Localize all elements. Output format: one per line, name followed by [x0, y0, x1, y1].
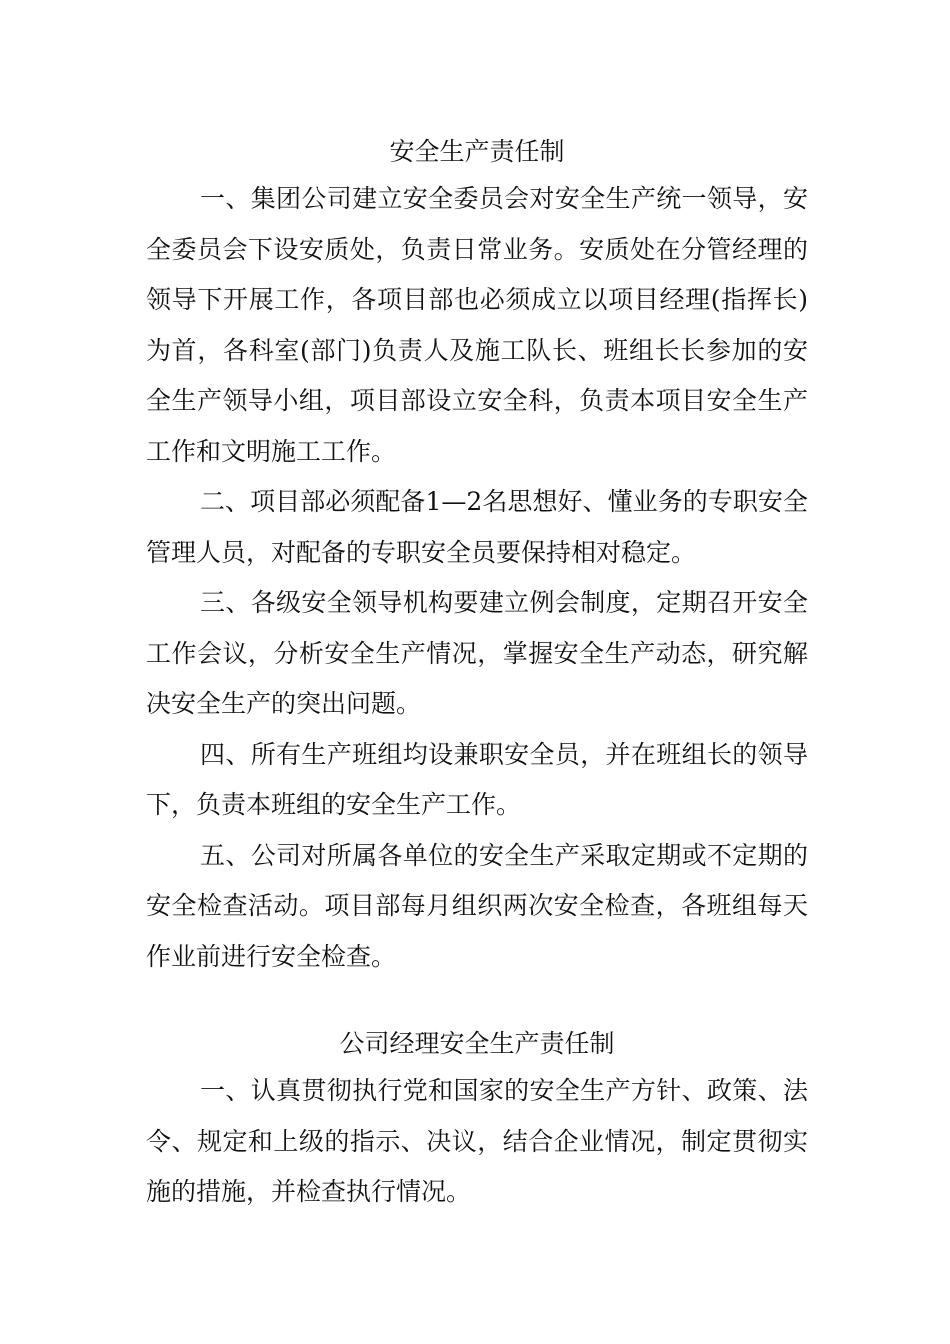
paragraph-1: 一、认真贯彻执行党和国家的安全生产方针、政策、法令、规定和上级的指示、决议，结合企业情况，制定贯彻实施的措施，并检查执行情况。	[146, 1076, 808, 1206]
paragraph-1: 一、集团公司建立安全委员会对安全生产统一领导，安全委员会下设安质处，负责日常业务。安质处在分管经理的领导下开展工作，各项目部也必须成立以项目经理(指挥长)为首，各科室(部门)负责人及施工队长、班组长长参加的安全生产领导小组，项目部设立安全科，负责本项目安全生产工作和文明施工工作。	[146, 184, 808, 466]
paragraph-2: 二、项目部必须配备1—2名思想好、懂业务的专职安全管理人员，对配备的专职安全员要保持相对稳定。	[146, 487, 808, 567]
paragraph-3: 三、各级安全领导机构要建立例会制度，定期召开安全工作会议，分析安全生产情况，掌握安全生产动态，研究解决安全生产的突出问题。	[146, 588, 808, 718]
paragraph-4: 四、所有生产班组均设兼职安全员，并在班组长的领导下，负责本班组的安全生产工作。	[146, 739, 808, 819]
section-title: 公司经理安全生产责任制	[339, 1029, 615, 1058]
section-title: 安全生产责任制	[389, 137, 565, 166]
section-safety-responsibility	[146, 132, 808, 982]
section-manager-responsibility	[146, 1024, 808, 1218]
paragraph-5: 五、公司对所属各单位的安全生产采取定期或不定期的安全检查活动。项目部每月组织两次安全检查，各班组每天作业前进行安全检查。	[146, 840, 808, 971]
